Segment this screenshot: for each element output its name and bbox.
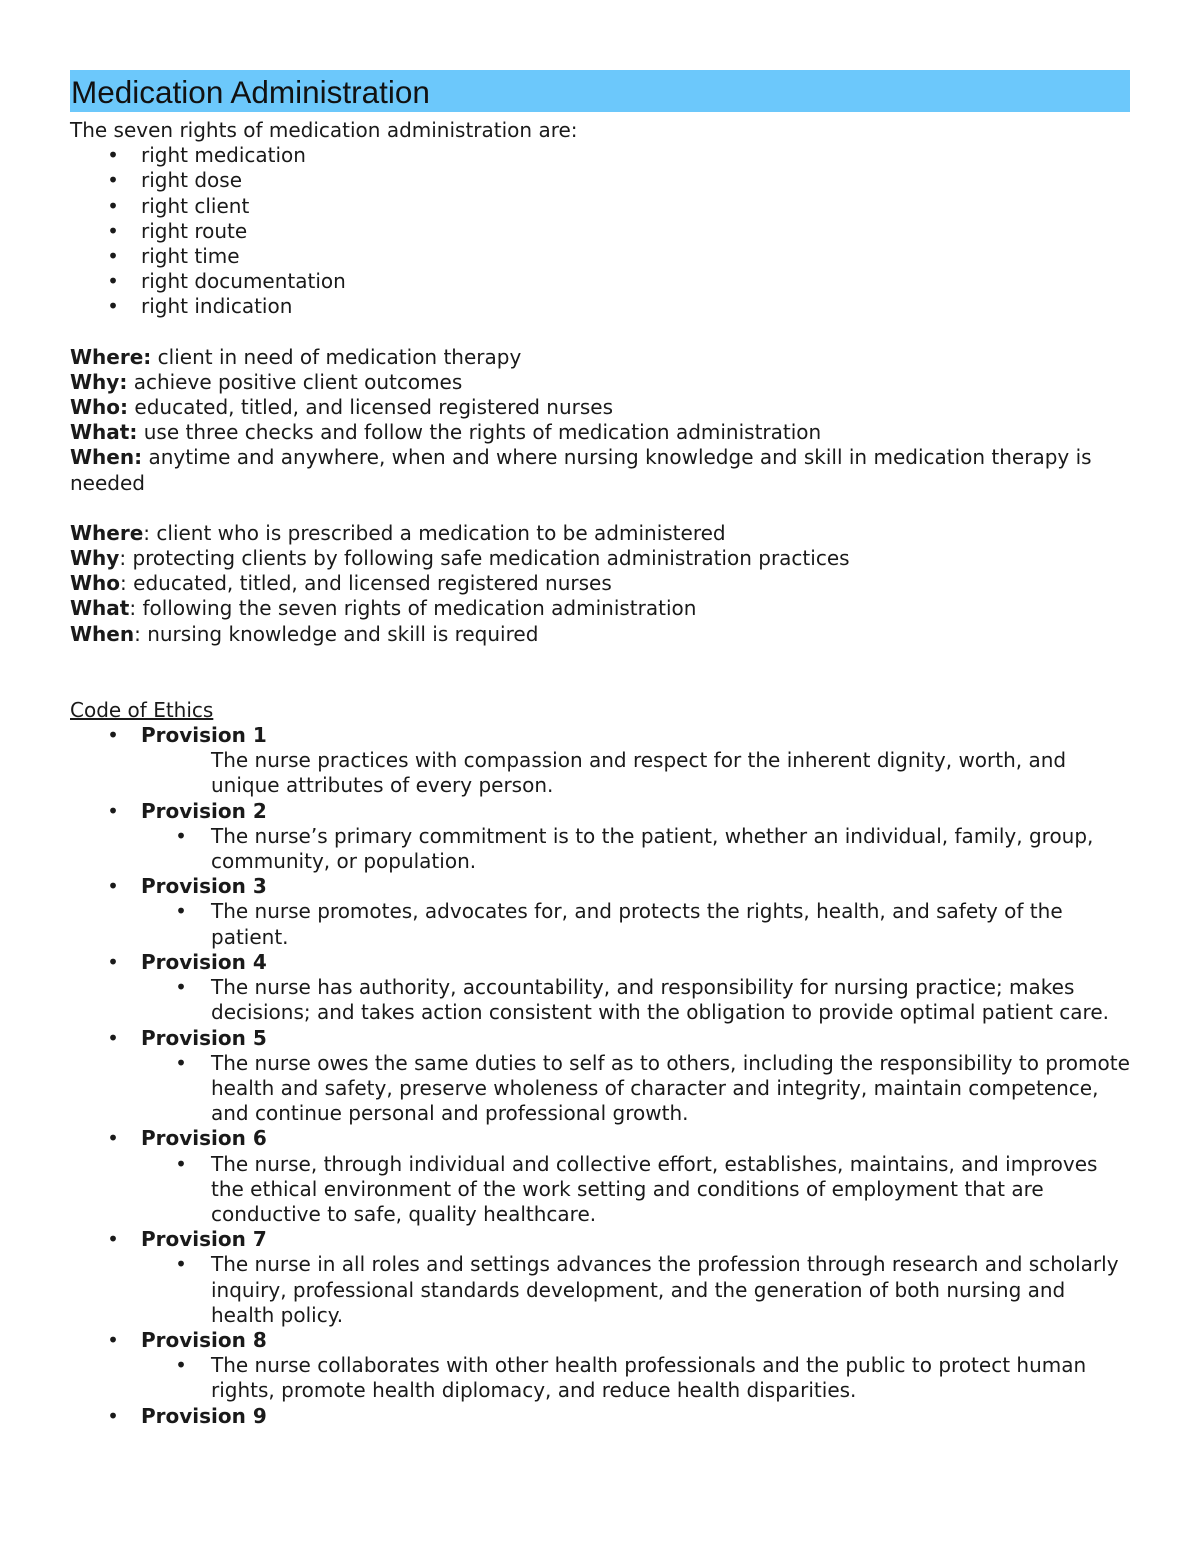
bullet-icon: •	[107, 1126, 119, 1151]
bullet-icon: •	[107, 168, 119, 193]
provision-item	[70, 723, 1130, 799]
provision-detail-list	[141, 824, 1130, 874]
provision-text: • The nurse collaborates with other health professionals and the public to protect human rights, promote health diplomacy, and reduce health disparities.	[141, 1353, 1130, 1403]
provision-title: Provision 9	[141, 1403, 267, 1428]
bullet-icon: •	[175, 1050, 187, 1075]
spacer	[70, 647, 1130, 698]
bullet-icon: •	[107, 1327, 119, 1352]
provision-detail-list	[141, 899, 1130, 949]
list-item: • right time	[70, 244, 1130, 269]
bullet-icon: •	[107, 723, 119, 748]
provision-item	[70, 1328, 1130, 1404]
bullet-icon: •	[175, 1252, 187, 1277]
provision-title: Provision 5	[141, 1025, 267, 1050]
provision-title: Provision 3	[141, 874, 267, 899]
bullet-icon: •	[107, 1403, 119, 1428]
w5-block-2	[70, 521, 1130, 647]
provision-item	[70, 874, 1130, 950]
bullet-icon: •	[107, 193, 119, 218]
spacer	[70, 320, 1130, 345]
bullet-icon: •	[107, 949, 119, 974]
provision-title: Provision 4	[141, 949, 267, 974]
provisions-list	[70, 723, 1130, 1429]
list-item: • right client	[70, 194, 1130, 219]
where-line: Where: client who is prescribed a medication to be administered	[70, 520, 726, 545]
list-item: • right medication	[70, 143, 1130, 168]
bullet-icon: •	[107, 143, 119, 168]
provision-text: • The nurse, through individual and collective effort, establishes, maintains, and improves the ethical environment of the work setting and conditions of employment that are conductive to safe, quality healthcare.	[141, 1152, 1130, 1228]
provision-detail-list	[141, 1252, 1130, 1328]
provision-title: Provision 1	[141, 723, 267, 748]
why-line: Why: protecting clients by following safe medication administration practices	[70, 546, 850, 571]
bullet-icon: •	[107, 798, 119, 823]
provision-title: Provision 2	[141, 798, 267, 823]
bullet-icon: •	[107, 1025, 119, 1050]
provision-text: • The nurse has authority, accountability, and responsibility for nursing practice; makes decisions; and takes action consistent with the obligation to provide optimal patient care.	[141, 975, 1130, 1025]
provision-title: Provision 6	[141, 1126, 267, 1151]
bullet-icon: •	[175, 1151, 187, 1176]
w5-block-1	[70, 345, 1130, 496]
provision-detail-list	[141, 1353, 1130, 1403]
bullet-icon: •	[107, 1227, 119, 1252]
provision-text: • The nurse in all roles and settings advances the profession through research and scholarly inquiry, professional standards development, and the generation of both nursing and health policy.	[141, 1252, 1130, 1328]
bullet-icon: •	[175, 823, 187, 848]
list-item: • right indication	[70, 294, 1130, 319]
who-line: Who: educated, titled, and licensed registered nurses	[70, 571, 612, 596]
what-line: What: following the seven rights of medication administration	[70, 596, 697, 621]
bullet-icon: •	[107, 269, 119, 294]
provision-detail-list	[141, 748, 1130, 798]
provision-item	[70, 1227, 1130, 1328]
provision-text: • The nurse promotes, advocates for, and protects the rights, health, and safety of the patient.	[141, 899, 1130, 949]
rights-list	[70, 143, 1130, 319]
bullet-icon: •	[175, 899, 187, 924]
list-item: • right documentation	[70, 269, 1130, 294]
provision-item	[70, 1026, 1130, 1127]
provision-text: • The nurse owes the same duties to self as to others, including the responsibility to promote health and safety, preserve wholeness of character and integrity, maintain competence, and continue personal and professional growth.	[141, 1051, 1130, 1127]
provision-text: • The nurse’s primary commitment is to the patient, whether an individual, family, group, community, or population.	[141, 824, 1130, 874]
provision-item	[70, 799, 1130, 875]
provision-title: Provision 8	[141, 1327, 267, 1352]
list-item: • right route	[70, 219, 1130, 244]
spacer	[70, 496, 1130, 521]
bullet-icon: •	[175, 975, 187, 1000]
when-line: When: anytime and anywhere, when and where nursing knowledge and skill in medication therapy is needed	[70, 445, 1092, 495]
bullet-icon: •	[107, 244, 119, 269]
why-line: Why: achieve positive client outcomes	[70, 369, 463, 394]
bullet-icon: •	[107, 294, 119, 319]
provision-detail-list	[141, 975, 1130, 1025]
provision-text: The nurse practices with compassion and respect for the inherent dignity, worth, and unique attributes of every person.	[211, 748, 1067, 798]
provision-item	[70, 950, 1130, 1026]
bullet-icon: •	[107, 874, 119, 899]
bullet-icon: •	[175, 1353, 187, 1378]
when-line: When: nursing knowledge and skill is required	[70, 621, 539, 646]
provision-title: Provision 7	[141, 1227, 267, 1252]
who-line: Who: educated, titled, and licensed registered nurses	[70, 395, 614, 420]
code-of-ethics-title: Code of Ethics	[70, 697, 214, 722]
what-line: What: use three checks and follow the rights of medication administration	[70, 420, 822, 445]
where-line: Where: client in need of medication therapy	[70, 344, 522, 369]
provision-item	[70, 1126, 1130, 1227]
provision-item	[70, 1404, 1130, 1429]
provision-detail-list	[141, 1051, 1130, 1127]
list-item: • right dose	[70, 168, 1130, 193]
bullet-icon: •	[107, 218, 119, 243]
document-page	[70, 70, 1130, 1429]
provision-detail-list	[141, 1152, 1130, 1228]
intro-text: The seven rights of medication administration are:	[70, 118, 578, 142]
document-heading: Medication Administration	[70, 70, 1130, 112]
